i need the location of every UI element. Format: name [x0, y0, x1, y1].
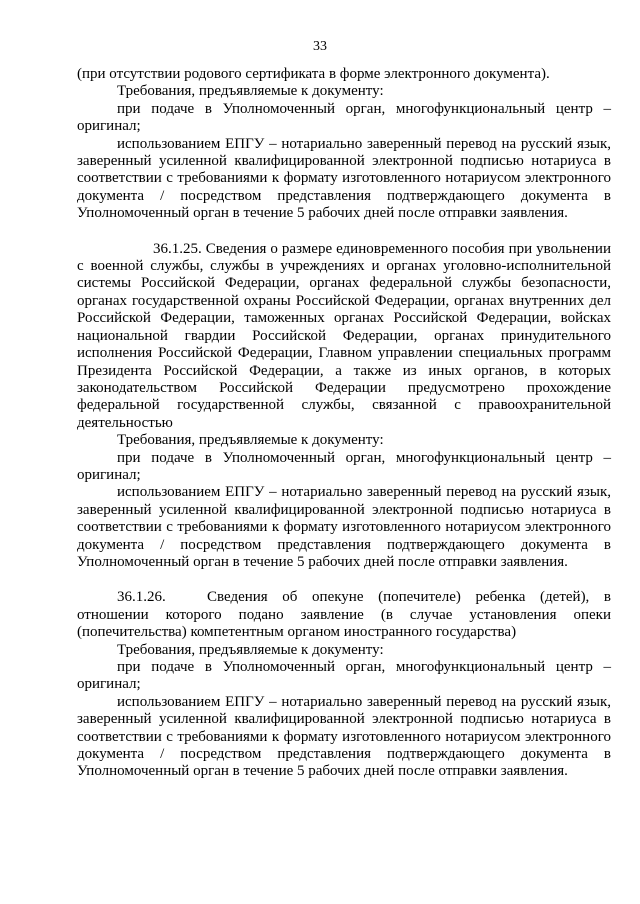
- requirements-label: Требования, предъявляемые к документу:: [117, 641, 384, 658]
- paragraph-continuation: (при отсутствии родового сертификата в форме электронного документа).: [77, 66, 550, 82]
- requirements-label: Требования, предъявляемые к документу:: [117, 432, 384, 449]
- page-number: 33: [313, 39, 327, 54]
- section-36-1-26-heading: [77, 589, 611, 641]
- requirement-original: при подаче в Уполномоченный орган, многофункциональный центр – оригинал;: [77, 659, 611, 693]
- requirement-original: при подаче в Уполномоченный орган, многофункциональный центр – оригинал;: [77, 449, 611, 483]
- requirement-epgu: использованием ЕПГУ – нотариально заверенный перевод на русский язык, заверенный усиленной квалифицированной электронной подписью нотариуса в соответствии с требованиями к формату изготовленного нотариусом электронного документа / посредством представления подтверждающего документа в Уполномоченный орган в течение 5 рабочих дней после отправки заявления.: [77, 484, 611, 570]
- section-36-1-25-heading: 36.1.25. Сведения о размере единовременного пособия при увольнении с военной службы, службы в учреждениях и органах уголовно-исполнительной системы Российской Федерации, органах федеральной службы безопасности, органах государственной охраны Российской Федерации, органах внутренних дел Российской Федерации, таможенных органах Российской Федерации, войсках национальной гвардии Российской Федерации, органах принудительного исполнения Российской Федерации, Главном управлении специальных программ Президента Российской Федерации, а также из иных органов, в которых законодательством Российской Федерации предусмотрено прохождение федеральной государственной службы, связанной с правоохранительной деятельностью: [77, 240, 611, 431]
- section-heading-text: Сведения об опекуне (попечителе) ребенка (детей), в отношении которого подано заявление (в случае установления опеки (попечительства) компетентным органом иностранного государства): [77, 589, 611, 641]
- requirement-epgu: использованием ЕПГУ – нотариально заверенный перевод на русский язык, заверенный усиленной квалифицированной электронной подписью нотариуса в соответствии с требованиями к формату изготовленного нотариусом электронного документа / посредством представления подтверждающего документа в Уполномоченный орган в течение 5 рабочих дней после отправки заявления.: [77, 135, 611, 222]
- document-body: [77, 66, 611, 781]
- requirement-epgu: использованием ЕПГУ – нотариально заверенный перевод на русский язык, заверенный усиленной квалифицированной электронной подписью нотариуса в соответствии с требованиями к формату изготовленного нотариусом электронного документа / посредством представления подтверждающего документа в Уполномоченный орган в течение 5 рабочих дней после отправки заявления.: [77, 693, 611, 780]
- requirements-label: Требования, предъявляемые к документу:: [117, 83, 384, 100]
- section-number: 36.1.26.: [117, 589, 166, 606]
- requirement-original: при подаче в Уполномоченный орган, многофункциональный центр – оригинал;: [77, 100, 611, 135]
